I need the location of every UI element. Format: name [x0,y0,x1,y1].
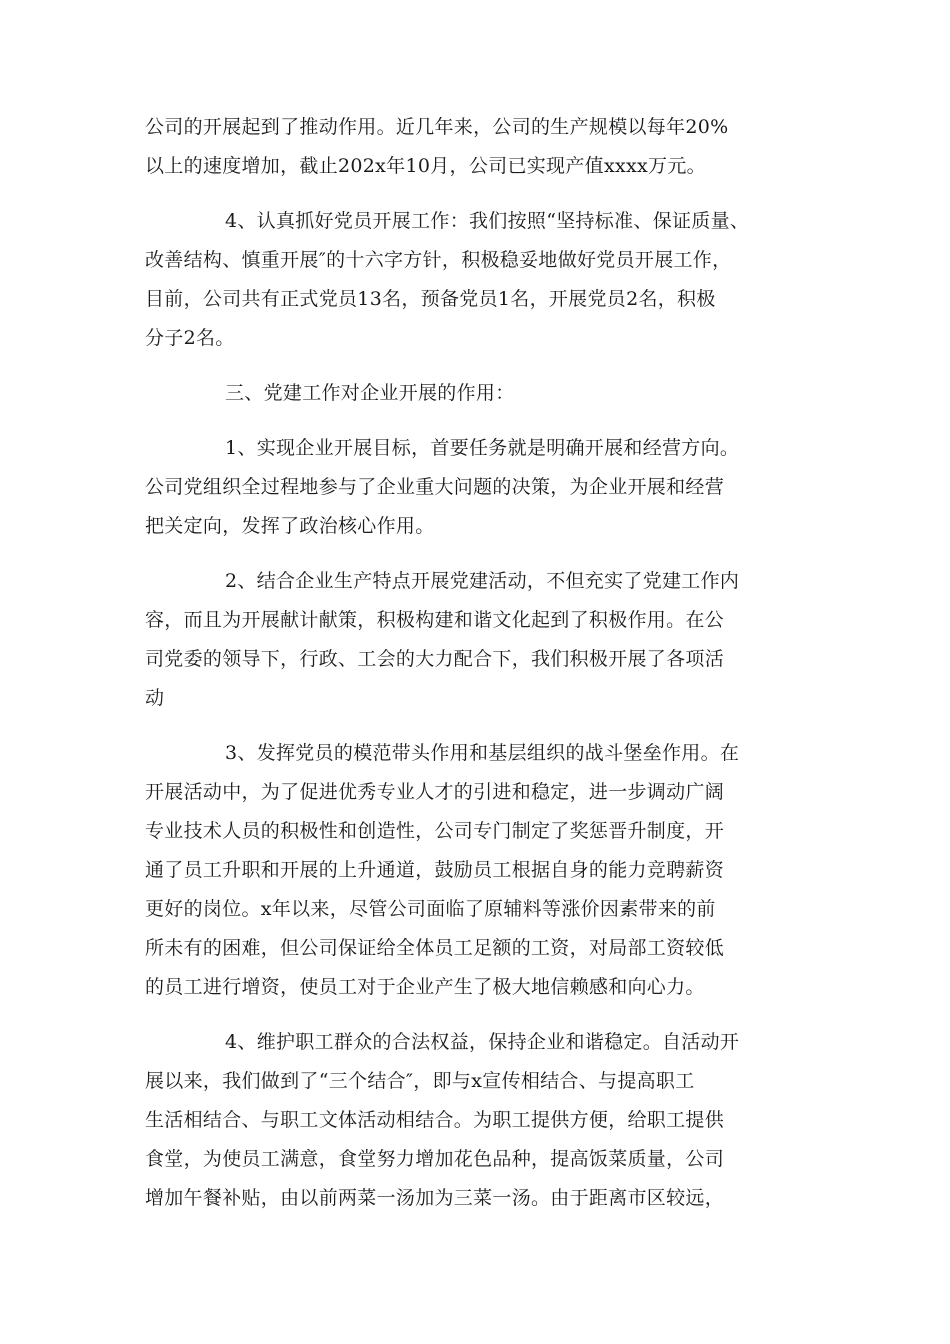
text-line: 所未有的困难，但公司保证给全体员工足额的工资，对局部工资较低 [145,937,725,959]
text-line: 3、发挥党员的模范带头作用和基层组织的战斗堡垒作用。在 [225,742,740,764]
text-line: 更好的岗位。x年以来，尽管公司面临了原辅料等涨价因素带来的前 [145,898,716,920]
paragraph-point-3 [145,734,805,1007]
text-line: 公司党组织全过程地参与了企业重大问题的决策，为企业开展和经营 [145,476,725,498]
paragraph-point-4 [145,1023,805,1218]
section-heading [145,374,805,413]
text-line: 专业技术人员的积极性和创造性，公司专门制定了奖惩晋升制度，开 [145,820,725,842]
text-line: 的员工进行增资，使员工对于企业产生了极大地信赖感和向心力。 [145,976,705,998]
text-line: 展以来，我们做到了“三个结合″，即与x宣传相结合、与提高职工 [145,1070,695,1092]
text-line: 4、认真抓好党员开展工作：我们按照“坚持标准、保证质量、 [225,210,750,232]
text-line: 目前，公司共有正式党员13名，预备党员1名，开展党员2名，积极 [145,288,716,310]
paragraph-party-member-development [145,202,805,358]
text-line: 食堂，为使员工满意，食堂努力增加花色品种，提高饭菜质量，公司 [145,1148,725,1170]
paragraph-continuation [145,108,805,186]
text-line: 生活相结合、与职工文体活动相结合。为职工提供方便，给职工提供 [145,1109,725,1131]
text-line: 1、实现企业开展目标，首要任务就是明确开展和经营方向。 [225,437,740,459]
text-line: 司党委的领导下，行政、工会的大力配合下，我们积极开展了各项活 [145,648,725,670]
paragraph-point-2 [145,562,805,718]
text-line: 通了员工升职和开展的上升通道，鼓励员工根据自身的能力竞聘薪资 [145,859,725,881]
text-line: 把关定向，发挥了政治核心作用。 [145,515,435,537]
paragraph-point-1 [145,429,805,546]
text-line: 增加午餐补贴，由以前两菜一汤加为三菜一汤。由于距离市区较远， [145,1187,725,1209]
text-line: 开展活动中，为了促进优秀专业人才的引进和稳定，进一步调动广阔 [145,781,725,803]
text-line: 4、维护职工群众的合法权益，保持企业和谐稳定。自活动开 [225,1031,740,1053]
text-line: 三、党建工作对企业开展的作用： [225,382,515,404]
text-line: 分子2名。 [145,327,235,349]
text-line: 容，而且为开展献计献策，积极构建和谐文化起到了积极作用。在公 [145,609,725,631]
text-line: 改善结构、慎重开展″的十六字方针，积极稳妥地做好党员开展工作， [145,249,732,271]
text-line: 动 [145,687,165,709]
document-page [145,108,805,1234]
text-line: 2、结合企业生产特点开展党建活动，不但充实了党建工作内 [225,570,740,592]
text-line: 以上的速度增加，截止202x年10月，公司已实现产值xxxx万元。 [145,155,706,177]
text-line: 公司的开展起到了推动作用。近几年来，公司的生产规模以每年20% [145,116,729,138]
